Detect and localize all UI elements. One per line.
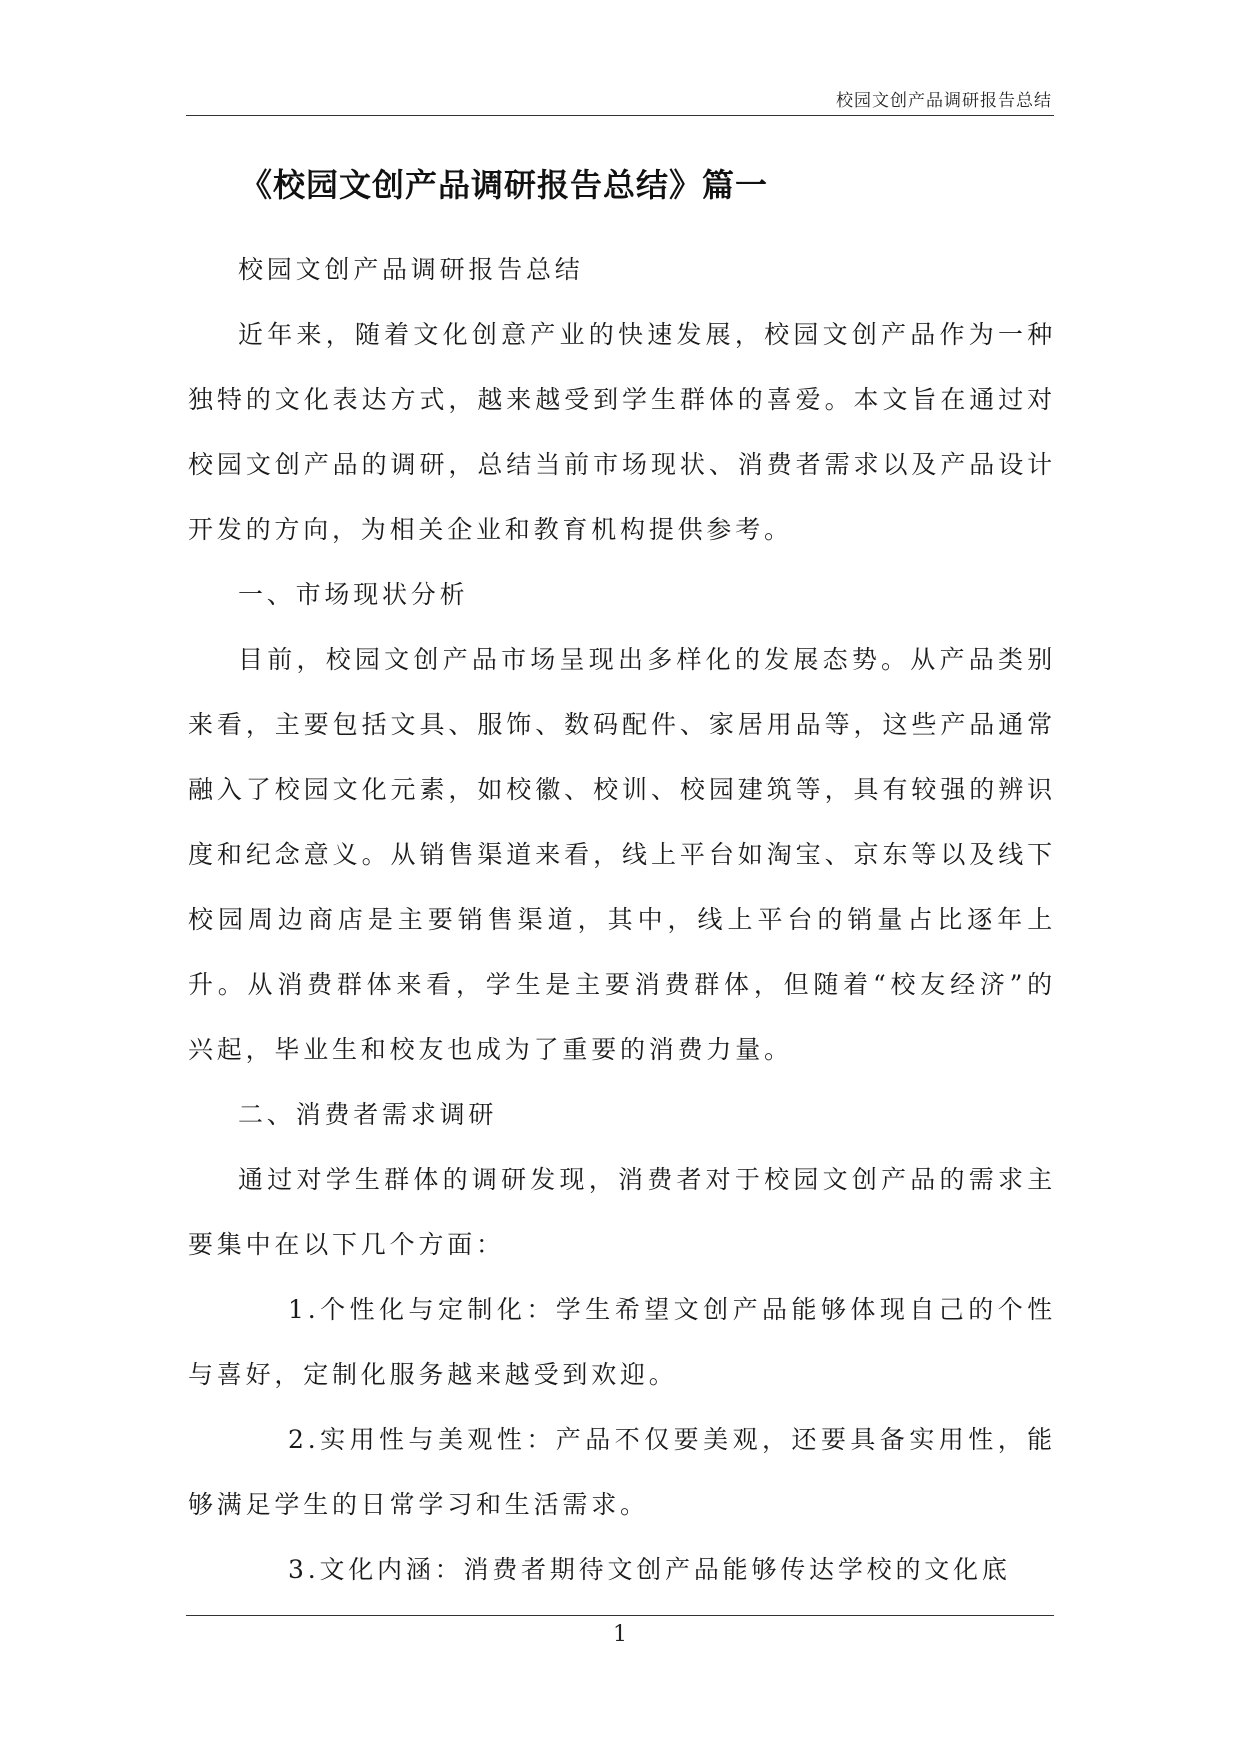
section-heading-demand: 二、消费者需求调研 xyxy=(238,1100,498,1129)
paragraph-market: 目前，校园文创产品市场呈现出多样化的发展态势。从产品类别来看，主要包括文具、服饰、数码配件、家居用品等，这些产品通常融入了校园文化元素，如校徽、校训、校园建筑等，具有较强的辨识度和纪念意义。从销售渠道来看，线上平台如淘宝、京东等以及线下校园周边商店是主要销售渠道，其中，线上平台的销量占比逐年上升。从消费群体来看，学生是主要消费群体，但随着“校友经济”的兴起，毕业生和校友也成为了重要的消费力量。 xyxy=(188,645,1056,1064)
paragraph-subtitle: 校园文创产品调研报告总结 xyxy=(238,255,584,284)
page-number: 1 xyxy=(613,1622,627,1647)
document-body xyxy=(188,237,1056,1602)
header-rule xyxy=(186,115,1054,116)
list-item-practicality: 2.实用性与美观性：产品不仅要美观，还要具备实用性，能够满足学生的日常学习和生活需求。 xyxy=(188,1425,1056,1519)
list-item-personalization: 1.个性化与定制化：学生希望文创产品能够体现自己的个性与喜好，定制化服务越来越受到欢迎。 xyxy=(188,1295,1056,1389)
paragraph-intro: 近年来，随着文化创意产业的快速发展，校园文创产品作为一种独特的文化表达方式，越来越受到学生群体的喜爱。本文旨在通过对校园文创产品的调研，总结当前市场现状、消费者需求以及产品设计开发的方向，为相关企业和教育机构提供参考。 xyxy=(188,320,1056,544)
footer-rule xyxy=(186,1615,1054,1616)
list-item-culture: 3.文化内涵：消费者期待文创产品能够传达学校的文化底 xyxy=(288,1555,1011,1584)
section-heading-market: 一、市场现状分析 xyxy=(238,580,469,609)
paragraph-demand: 通过对学生群体的调研发现，消费者对于校园文创产品的需求主要集中在以下几个方面： xyxy=(188,1165,1056,1259)
running-header-title: 校园文创产品调研报告总结 xyxy=(836,91,1052,111)
document-title: 《校园文创产品调研报告总结》篇一 xyxy=(240,166,769,204)
